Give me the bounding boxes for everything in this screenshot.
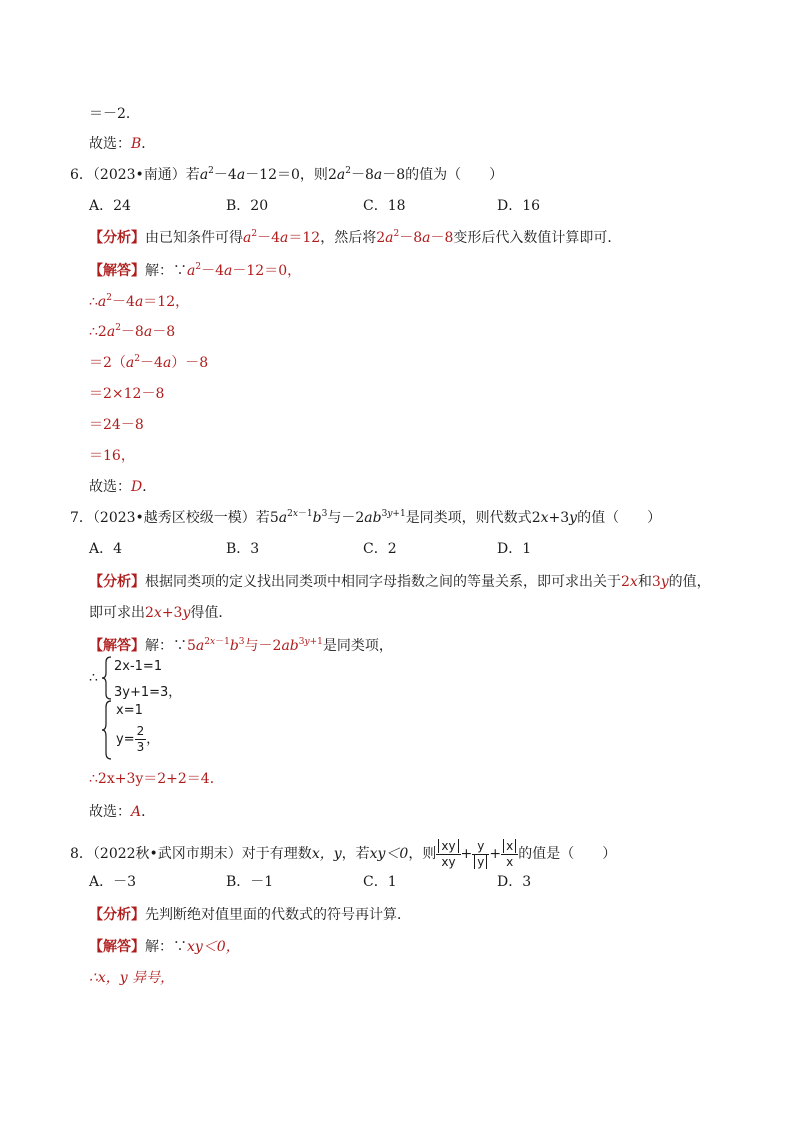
q7-analysis-cont: 即可求出2x+3y得值． — [89, 605, 233, 621]
q7-solution: 【解答】解：$\because 5a^{2x-1}b^3$与$-2ab^{3y+1}$是同类项， — [89, 637, 393, 654]
q8-analysis: 【分析】先判断绝对值里面的代数式的符号再计算． — [89, 907, 411, 923]
q6-stem: 6．（2023•南通）若$a^2-4a-12=0$，则$2a^2-8a-8$的值为（ ） — [70, 166, 504, 183]
q7-result: ∴2x+3y＝2+2＝4． — [89, 771, 224, 787]
q6-step-3: $=2(a^2-4a)-8$ — [89, 354, 209, 371]
q7-system-2 — [102, 700, 192, 760]
q7-system-2-eq-y: y= $\frac{2}{3}$ ， — [116, 724, 160, 754]
q6-option-c: C．18 — [363, 198, 406, 214]
prev-result-line: ＝－2． — [89, 106, 140, 122]
q8-option-c: C．1 — [363, 874, 397, 890]
q6-option-a: A．24 — [89, 198, 131, 214]
q7-option-a: A．4 — [89, 541, 123, 557]
q8-option-a: A．－3 — [89, 874, 137, 890]
q7-system-1 — [102, 656, 192, 700]
q6-step-2: $\therefore 2a^2-8a-8$ — [89, 323, 176, 340]
q8-frac-3: $\frac{x}{x}$ — [501, 839, 518, 870]
q8-option-d: D．3 — [497, 874, 532, 890]
q8-solution: 【解答】解：∵xy＜0， — [89, 939, 240, 955]
q7-option-d: D．1 — [497, 541, 532, 557]
prev-choice-line: 故选：B． — [89, 136, 156, 152]
brace-icon — [102, 700, 112, 760]
brace-icon — [102, 656, 112, 700]
q7-system-1-eq-2: 3y+1=3， — [114, 685, 182, 700]
q8-frac-2: $\frac{y}{y}$ — [472, 839, 489, 870]
q8-option-b: B．－1 — [226, 874, 274, 890]
q8-stem: 8．（2022秋•武冈市期末）对于有理数x，y，若xy＜0，则 $\frac{xy}{xy}$ + $\frac{y}{y}$ + $\frac{x}{x}$ 的值是（ ） — [70, 838, 617, 869]
q6-analysis: 【分析】由已知条件可得$a^2-4a=12$，然后将$2a^2-8a-8$变形后代入数值计算即可． — [89, 229, 622, 246]
q7-option-c: C．2 — [363, 541, 397, 557]
q8-last-line: ∴x，y 异号， — [89, 970, 175, 986]
q7-system-2-eq-x: x=1 — [116, 703, 143, 718]
q6-step-1: $\therefore a^2-4a=12$， — [89, 293, 190, 310]
q6-step-4: ＝2×12－8 — [89, 386, 165, 402]
q7-option-b: B．3 — [226, 541, 260, 557]
q7-stem: 7．（2023•越秀区校级一模）若$5a^{2x-1}b^3$与$-2ab^{3y+1}$是同类项，则代数式2x+3y的值（ ） — [70, 509, 662, 526]
q7-choice: 故选：A． — [89, 804, 156, 820]
q6-step-5: ＝24－8 — [89, 417, 144, 433]
q7-therefore-1: ∴ — [89, 670, 98, 686]
q6-step-6: ＝16， — [89, 448, 135, 464]
q6-option-b: B．20 — [226, 198, 269, 214]
q8-frac-1: $\frac{xy}{xy}$ — [436, 839, 460, 870]
q7-system-1-eq-1: 2x-1=1 — [114, 659, 163, 674]
q6-solution: 【解答】解：$\because a^2-4a-12=0$， — [89, 262, 302, 279]
q6-option-d: D．16 — [497, 198, 541, 214]
q7-analysis: 【分析】根据同类项的定义找出同类项中相同字母指数之间的等量关系，即可求出关于2x和3y的值， — [89, 574, 711, 590]
q6-choice: 故选：D． — [89, 479, 157, 495]
